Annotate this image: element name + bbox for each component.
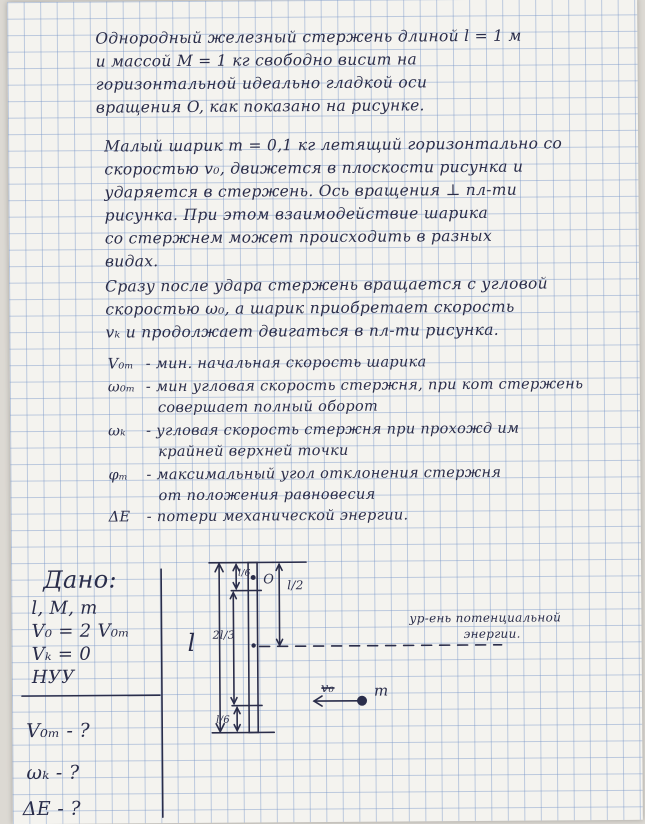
text-line: рисунка. При этом взаимодействие шарика — [105, 204, 488, 225]
label-l: l — [188, 629, 196, 657]
label-m: m — [374, 682, 389, 700]
text-line: Сразу после удара стержень вращается с угловой — [105, 274, 548, 295]
dimension-l — [219, 565, 220, 731]
definition-text: - максимальный угол отклонения стержня — [146, 465, 501, 483]
center-of-mass-point — [251, 643, 255, 647]
text-line: vₖ и продолжает двигаться в пл-ти рисунка. — [105, 321, 499, 342]
potential-energy-level — [260, 645, 502, 647]
rod-diagram — [7, 0, 643, 824]
text-line: Однородный железный стержень длиной l = 1 м — [95, 27, 521, 48]
given-title: Дано: — [43, 565, 117, 594]
definition-symbol: V₀ₘ — [108, 356, 134, 372]
unknown-item: ωₖ - ? — [26, 762, 79, 784]
text-line: ударяется в стержень. Ось вращения ⊥ пл-ти — [104, 181, 517, 202]
potential-note-line: ур-ень потенциальной — [409, 610, 561, 625]
text-line: со стержнем может происходить в разных — [105, 227, 492, 248]
label-l6-top: l/6 — [238, 569, 251, 579]
definition-text: от положения равновесия — [159, 487, 376, 505]
definition-text: - потери механической энергии. — [147, 507, 409, 525]
dimension-l2 — [279, 564, 280, 645]
given-item: V₀ = 2 V₀ₘ — [31, 620, 129, 642]
definition-symbol: ω₀ₘ — [108, 379, 136, 395]
text-line: горизонтальной идеально гладкой оси — [96, 73, 428, 93]
label-l2: l/2 — [287, 578, 304, 592]
ball — [357, 696, 367, 706]
given-divider-horizontal — [22, 695, 160, 696]
definition-text: - мин. начальная скорость шарика — [146, 354, 427, 372]
text-line: Малый шарик m = 0,1 кг летящий горизонтально со — [104, 134, 562, 155]
definition-text: совершает полный оборот — [158, 399, 378, 417]
definition-text: - мин угловая скорость стержня, при кот стержень — [146, 376, 584, 395]
definition-symbol: ωₖ — [108, 423, 126, 439]
definition-symbol: ΔE — [109, 509, 131, 525]
definition-text: крайней верхней точки — [158, 443, 348, 460]
unknown-item: ΔE - ? — [23, 798, 81, 820]
definition-text: - угловая скорость стержня при прохожд им — [146, 421, 519, 440]
label-v0: v₀ — [321, 681, 334, 696]
text-line: скоростью v₀, движется в плоскости рисунка и — [104, 158, 523, 179]
text-line: вращения O, как показано на рисунке. — [96, 96, 425, 116]
unknown-item: V₀ₘ - ? — [26, 720, 90, 742]
label-2l3: 2l/3 — [213, 629, 236, 642]
definition-symbol: φₘ — [108, 467, 128, 483]
text-line: скоростью ω₀, а шарик приобретает скорость — [105, 298, 514, 319]
given-item: НУУ — [32, 667, 75, 688]
given-item: Vₖ = 0 — [32, 644, 91, 665]
label-O: O — [263, 572, 274, 587]
axis-point — [251, 575, 256, 580]
potential-note-line: энергии. — [464, 627, 521, 641]
dimension-2l3 — [233, 593, 234, 704]
given-divider-vertical — [161, 569, 163, 817]
label-l6-bottom: l/6 — [216, 715, 230, 726]
text-line: и массой M = 1 кг свободно висит на — [95, 50, 417, 70]
notebook-sheet — [7, 0, 643, 824]
given-item: l, M, m — [31, 598, 97, 619]
text-line: видах. — [105, 252, 159, 270]
